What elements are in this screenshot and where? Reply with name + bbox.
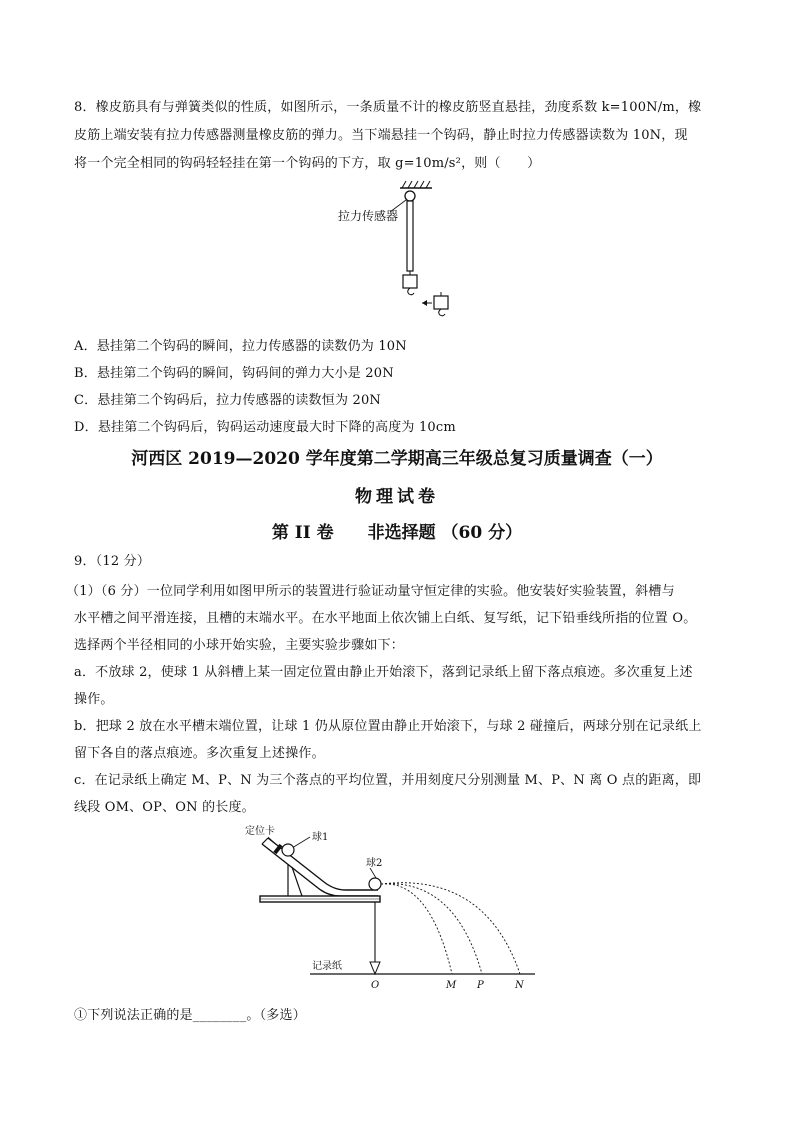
section-title: 第 II 卷 非选择题 （60 分） bbox=[271, 523, 523, 543]
q9-figure bbox=[240, 822, 550, 994]
q9-p1-line3: 选择两个半径相同的小球开始实验，主要实验步骤如下： bbox=[74, 638, 405, 653]
q8-stem-line3: 将一个完全相同的钩码轻轻挂在第一个钩码的下方，取 g=10m/s²，则（ ） bbox=[74, 156, 541, 171]
q9-step-b-line1: b．把球 2 放在水平槽末端位置，让球 1 仍从原位置由静止开始滚下，与球 2 碰撞后，两球分别在记录纸上 bbox=[74, 719, 702, 734]
point-O: O bbox=[371, 980, 380, 991]
ball2-label: 球2 bbox=[366, 858, 383, 869]
q9-step-c-line2: 线段 OM、OP、ON 的长度。 bbox=[74, 800, 255, 815]
q8-option-d: D．悬挂第二个钩码后，钩码运动速度最大时下降的高度为 10cm bbox=[74, 420, 456, 435]
ball-2 bbox=[369, 878, 381, 890]
q9-step-c-line1: c．在记录纸上确定 M、P、N 为三个落点的平均位置，并用刻度尺分别测量 M、P、N 离 O 点的距离，即 bbox=[74, 773, 702, 788]
point-P: P bbox=[477, 980, 484, 991]
sensor-icon bbox=[405, 191, 415, 201]
q9-step-a-line2: 操作。 bbox=[74, 692, 114, 707]
q8-stem-line2: 皮筋上端安装有拉力传感器测量橡皮筋的弹力。当下端悬挂一个钩码，静止时拉力传感器读数为 10N，现 bbox=[74, 128, 688, 143]
point-M: M bbox=[446, 980, 457, 991]
q8-figure bbox=[330, 180, 470, 330]
weight-1 bbox=[403, 275, 417, 288]
q8-option-c: C．悬挂第二个钩码后，拉力传感器的读数恒为 20N bbox=[74, 393, 381, 408]
ball1-label: 球1 bbox=[312, 832, 329, 843]
q8-stem-line1: 8．橡皮筋具有与弹簧类似的性质，如图所示，一条质量不计的橡皮筋竖直悬挂，劲度系数 k=100N/m，橡 bbox=[74, 100, 702, 115]
weight-2 bbox=[434, 296, 448, 309]
sensor-label: 拉力传感器 bbox=[338, 209, 399, 223]
q9-head: 9．（12 分） bbox=[74, 554, 151, 569]
exam-subject: 物理试卷 bbox=[355, 487, 439, 507]
point-N: N bbox=[515, 980, 524, 991]
q9-p1-line2: 水平槽之间平滑连接，且槽的末端水平。在水平地面上依次铺上白纸、复写纸，记下铅垂线所指的位置 O。 bbox=[74, 611, 697, 626]
exam-title: 河西区 2019—2020 学年度第二学期高三年级总复习质量调查（一） bbox=[131, 449, 663, 469]
q8-option-b: B．悬挂第二个钩码的瞬间，钩码间的弹力大小是 20N bbox=[74, 366, 394, 381]
record-paper-label: 记录纸 bbox=[312, 961, 342, 972]
ball-1 bbox=[282, 844, 294, 856]
q9-step-b-line2: 留下各自的落点痕迹。多次重复上述操作。 bbox=[74, 746, 325, 761]
q8-option-a: A．悬挂第二个钩码的瞬间，拉力传感器的读数仍为 10N bbox=[74, 339, 407, 354]
q9-p1-line1: （1）（6 分）一位同学利用如图甲所示的装置进行验证动量守恒定律的实验。他安装好实验装置，斜槽与 bbox=[66, 584, 675, 599]
q9-step-a-line1: a．不放球 2，使球 1 从斜槽上某一固定位置由静止开始滚下，落到记录纸上留下落点痕迹。多次重复上述 bbox=[74, 665, 693, 680]
q9-sub1: ①下列说法正确的是________。（多选） bbox=[74, 1008, 306, 1023]
locator-label: 定位卡 bbox=[245, 826, 275, 837]
